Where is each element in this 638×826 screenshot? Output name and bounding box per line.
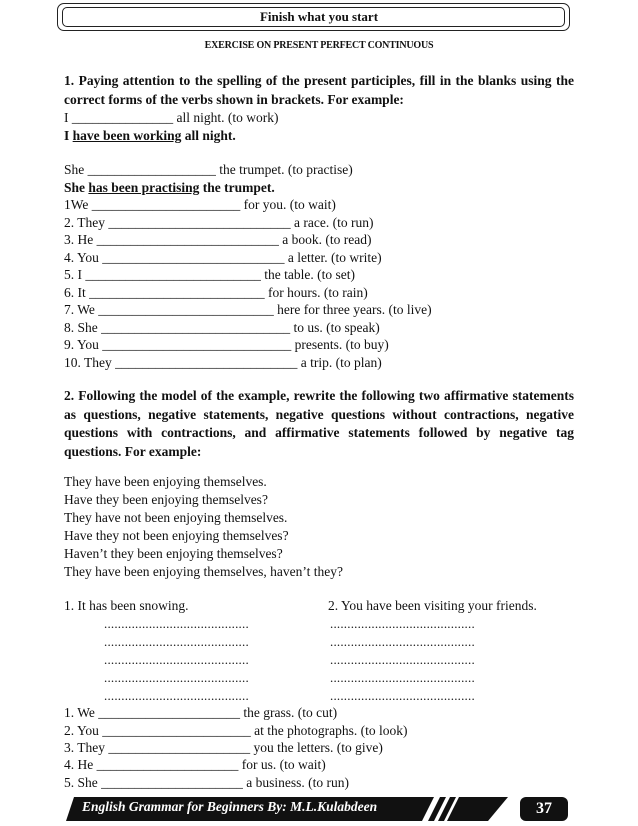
exercise1-item: 2. They ___________________________ a race. (to run) <box>64 215 374 230</box>
exercise1-item: 6. It __________________________ for hours. (to rain) <box>64 285 368 300</box>
exercise1-item: 10. They ___________________________ a trip. (to plan) <box>64 355 382 370</box>
footer-stripes-decoration <box>420 797 510 821</box>
section1-instruction: 1. Paying attention to the spelling of the present participles, fill in the blanks using the correct forms of the verbs shown in brackets. For example: <box>64 73 574 107</box>
example-blank: I _______________ all night. (to work) <box>64 110 279 125</box>
page-number: 37 <box>536 800 552 817</box>
example-answer: I have been working all night. <box>64 128 236 143</box>
exercise2-item: 4. He _____________________ for us. (to wait) <box>64 757 326 772</box>
exercise1-item: 3. He ___________________________ a book. (to read) <box>64 232 372 247</box>
answer-dots: .......................................... <box>330 616 475 631</box>
exercise2-item: 5. She _____________________ a business. (to run) <box>64 775 349 790</box>
model-sentence: Have they been enjoying themselves? <box>64 492 268 507</box>
model-sentence: Have they not been enjoying themselves? <box>64 528 289 543</box>
model-sentence: Haven’t they been enjoying themselves? <box>64 546 283 561</box>
task-left: 1. It has been snowing. <box>64 598 189 613</box>
exercise1-item: 9. You ____________________________ presents. (to buy) <box>64 337 389 352</box>
answer-dots: .......................................... <box>104 688 249 703</box>
exercise2-item: 2. You ______________________ at the photographs. (to look) <box>64 723 408 738</box>
answer-dots: .......................................... <box>330 688 475 703</box>
model-sentence: They have been enjoying themselves. <box>64 474 267 489</box>
task-right: 2. You have been visiting your friends. <box>328 598 537 613</box>
answer-dots: .......................................... <box>104 634 249 649</box>
model-sentence: They have been enjoying themselves, haven’t they? <box>64 564 344 579</box>
page-title: Finish what you start <box>259 9 379 24</box>
answer-dots: .......................................... <box>104 616 249 631</box>
answer-dots: .......................................... <box>330 652 475 667</box>
exercise1-item: 8. She ____________________________ to us. (to speak) <box>64 320 380 335</box>
answer-dots: .......................................... <box>104 670 249 685</box>
section2-instruction: 2. Following the model of the example, rewrite the following two affirmative statements as questions, negative statements, negative questions without contractions, negative questions with contractions, and affirmative statements followed by negative tag questions. For example: <box>64 388 574 459</box>
exercise1-item: 4. You ___________________________ a letter. (to write) <box>64 250 382 265</box>
example-answer-verb: have been working <box>72 128 182 143</box>
exercise1-item: 7. We __________________________ here for three years. (to live) <box>64 302 432 317</box>
answer-dots: .......................................... <box>330 634 475 649</box>
answer-dots: .......................................... <box>330 670 475 685</box>
answer-dots: .......................................... <box>104 652 249 667</box>
model-sentence: They have not been enjoying themselves. <box>64 510 288 525</box>
exercise-subtitle: EXERCISE ON PRESENT PERFECT CONTINUOUS <box>204 40 434 51</box>
exercise2-item: 3. They _____________________ you the letters. (to give) <box>64 740 383 755</box>
footer-text: English Grammar for Beginners By: M.L.Kulabdeen <box>82 799 378 814</box>
exercise1-item: 5. I __________________________ the table. (to set) <box>64 267 355 282</box>
exercise2-item: 1. We _____________________ the grass. (to cut) <box>64 705 338 720</box>
example2-answer: She has been practising the trumpet. <box>64 180 275 195</box>
exercise1-item: 1We ______________________ for you. (to wait) <box>64 197 336 212</box>
example2-blank: She ___________________ the trumpet. (to practise) <box>64 162 353 177</box>
example2-answer-verb: has been practising <box>88 180 200 195</box>
